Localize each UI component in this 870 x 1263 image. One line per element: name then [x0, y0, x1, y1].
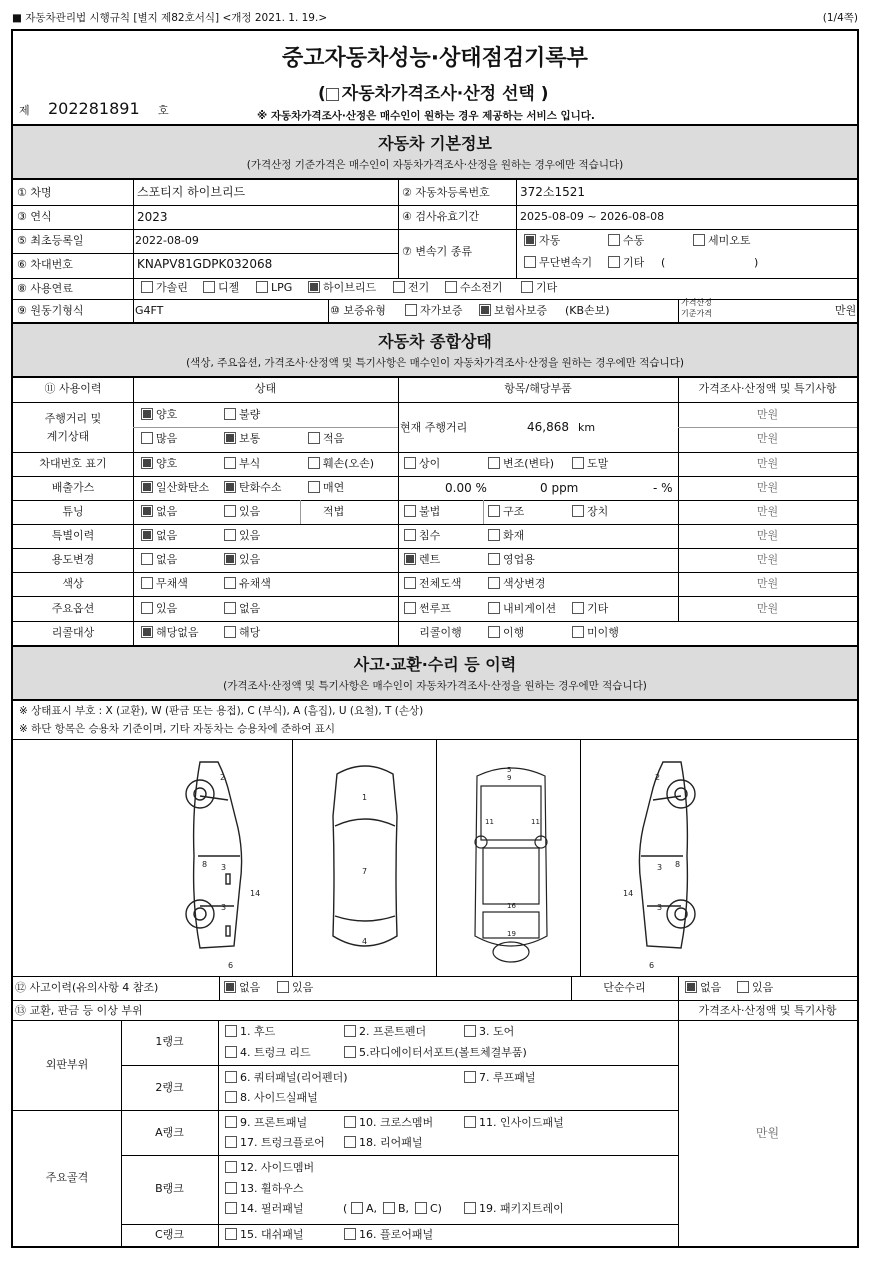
subtitle-open: (: [318, 84, 326, 104]
price-cell-2: 만원: [756, 432, 779, 445]
warranty-label: ⑩ 보증유형: [330, 304, 386, 317]
fuel-diesel[interactable]: 디젤: [203, 281, 239, 295]
page-number: (1/4쪽): [822, 12, 858, 24]
part-12[interactable]: 12. 사이드멤버: [225, 1161, 314, 1175]
warranty-insurance[interactable]: 보험사보증: [479, 304, 547, 318]
part-8[interactable]: 8. 사이드실패널: [225, 1091, 318, 1105]
fuel-label: ⑧ 사용연료: [17, 282, 73, 295]
svg-text:6: 6: [649, 961, 655, 970]
usage-none[interactable]: 없음: [141, 553, 177, 567]
option-navi[interactable]: 내비게이션: [488, 602, 556, 616]
simple-none[interactable]: 없음: [685, 981, 721, 995]
accident-none[interactable]: 없음: [224, 981, 260, 995]
svg-text:11: 11: [531, 818, 540, 826]
svg-text:3: 3: [221, 903, 227, 912]
part-16[interactable]: 16. 플로어패널: [344, 1228, 433, 1242]
trans-paren-close: ): [754, 256, 759, 269]
h-history: ⑪ 사용이력: [44, 382, 102, 395]
legend-line-1: ※ 상태표시 부호 : X (교환), W (판금 또는 용접), C (부식), A (흠집), U (요철), T (손상): [19, 705, 424, 717]
svg-text:3: 3: [221, 863, 227, 872]
plate-mod[interactable]: 변조(변타): [488, 457, 554, 471]
top-view-car-diagram: [323, 756, 407, 956]
tuning-illegal[interactable]: 불법: [404, 505, 440, 519]
mileage-label-2: 계기상태: [46, 430, 90, 443]
usage-exist[interactable]: 있음: [224, 553, 260, 567]
mileage-unit: km: [578, 421, 596, 434]
emission-hc-value: 0 ppm: [540, 481, 579, 495]
outer-label: 외판부위: [45, 1058, 89, 1071]
tuning-structure[interactable]: 구조: [488, 505, 524, 519]
fuel-etc[interactable]: 기타: [521, 281, 557, 295]
special-none[interactable]: 없음: [141, 529, 177, 543]
part-11[interactable]: 11. 인사이드패널: [464, 1116, 564, 1130]
subtitle-close: ): [540, 84, 549, 104]
part-7[interactable]: 7. 루프패널: [464, 1071, 536, 1085]
color-label: 색상: [62, 577, 84, 590]
recall-not[interactable]: 미이행: [572, 626, 619, 640]
plate-diff[interactable]: 상이: [404, 457, 440, 471]
svg-text:2: 2: [655, 773, 661, 782]
form-frame: [11, 29, 859, 1248]
valid-value: 2025-08-09 ~ 2026-08-08: [520, 210, 665, 223]
reg-label: ② 자동차등록번호: [402, 186, 490, 199]
part-2[interactable]: 2. 프론트펜더: [344, 1025, 426, 1039]
price-cell-8: 만원: [756, 577, 779, 590]
part-6[interactable]: 6. 쿼터패널(리어펜더): [225, 1071, 348, 1085]
rankA-label: A랭크: [155, 1126, 184, 1139]
recall-done-label: 리콜이행: [419, 626, 462, 639]
option-label: 주요옵션: [51, 602, 95, 615]
part-5[interactable]: 5.라디에이터서포트(볼트체결부품): [344, 1046, 527, 1060]
warranty-self[interactable]: 자가보증: [405, 304, 463, 318]
part-15[interactable]: 15. 대쉬패널: [225, 1228, 304, 1242]
plate-damage[interactable]: 훼손(오손): [308, 457, 374, 471]
reg-number: 372소1521: [520, 185, 586, 199]
price-base-label-1: 가격산정: [681, 298, 712, 307]
simple-exist[interactable]: 있음: [737, 981, 773, 995]
frame-label: 주요골격: [45, 1171, 89, 1184]
pillar-b[interactable]: B,: [383, 1202, 409, 1216]
plate-rust[interactable]: 부식: [224, 457, 260, 471]
option-sunroof[interactable]: 썬루프: [404, 602, 451, 616]
price-base-unit: 만원: [835, 304, 857, 317]
vin-value: KNAPV81GDPK032068: [137, 257, 273, 271]
recall-yes[interactable]: 해당: [224, 626, 260, 640]
serial-number: 202281891: [48, 99, 140, 118]
trans-cvt[interactable]: 무단변속기: [524, 256, 592, 270]
trans-label: ⑦ 변속기 종류: [402, 245, 472, 258]
svg-text:5: 5: [507, 766, 512, 774]
recall-na[interactable]: 해당없음: [141, 626, 199, 640]
part-4[interactable]: 4. 트렁크 리드: [225, 1046, 311, 1060]
svg-text:6: 6: [228, 961, 234, 970]
engine-label: ⑨ 원동기형식: [17, 304, 84, 317]
svg-text:3: 3: [657, 863, 663, 872]
price-cell-3: 만원: [756, 457, 779, 470]
svg-text:8: 8: [202, 860, 208, 869]
fuel-gasoline[interactable]: 가솔린: [141, 281, 188, 295]
valid-label: ④ 검사유효기간: [402, 210, 480, 223]
part-18[interactable]: 18. 리어패널: [344, 1136, 423, 1150]
plate-label: 차대번호 표기: [39, 457, 107, 470]
color-achromatic[interactable]: 무채색: [141, 577, 188, 591]
h-item: 항목/해당부품: [504, 382, 572, 395]
svg-text:14: 14: [623, 889, 634, 898]
trans-semi[interactable]: 세미오토: [693, 234, 751, 248]
emission-co-value: 0.00 %: [445, 481, 487, 495]
cur-mileage-label: 현재 주행거리: [400, 421, 468, 434]
emission-label: 배출가스: [51, 481, 95, 494]
basic-title: 자동차 기본정보: [378, 134, 492, 153]
usage-business[interactable]: 영업용: [488, 553, 535, 567]
subtitle-note: ※ 자동차가격조사·산정은 매수인이 원하는 경우 제공하는 서비스 입니다.: [257, 110, 595, 122]
form-title: 중고자동차성능·상태점검기록부: [282, 46, 588, 71]
part-14[interactable]: 14. 필러패널: [225, 1202, 304, 1216]
h-price: 가격조사·산정액 및 특기사항: [698, 382, 837, 395]
trans-paren-open: (: [661, 256, 666, 269]
price-cell-5: 만원: [756, 505, 779, 518]
subtitle-text: 자동차가격조사·산정 선택: [341, 84, 535, 104]
special-flood[interactable]: 침수: [404, 529, 440, 543]
svg-text:2: 2: [220, 773, 226, 782]
subtitle: [318, 83, 549, 105]
overall-note: (색상, 주요옵션, 가격조사·산정액 및 특기사항은 매수인이 자동차가격조사·산정을 원하는 경우에만 적습니다): [186, 357, 684, 369]
price-cell-7: 만원: [756, 553, 779, 566]
mileage-value: 46,868: [527, 420, 569, 434]
overall-title: 자동차 종합상태: [378, 332, 492, 351]
color-chromatic[interactable]: 유채색: [224, 577, 271, 591]
plate-stolen[interactable]: 도말: [572, 457, 608, 471]
year-value: 2023: [137, 210, 168, 224]
first-reg-value: 2022-08-09: [135, 234, 199, 247]
price-cell-6: 만원: [756, 529, 779, 542]
trans-manual[interactable]: 수동: [608, 234, 644, 248]
pillar-paren: (: [343, 1202, 348, 1215]
emission-co[interactable]: 일산화탄소: [141, 481, 209, 495]
name-label: ① 차명: [17, 186, 52, 199]
rankC-label: C랭크: [155, 1228, 184, 1241]
fuel-electric[interactable]: 전기: [393, 281, 429, 295]
basic-note: (가격산정 기준가격은 매수인이 자동차가격조사·산정을 원하는 경우에만 적습니다): [246, 159, 624, 171]
price-cell-9: 만원: [756, 602, 779, 615]
special-exist[interactable]: 있음: [224, 529, 260, 543]
plate-good[interactable]: 양호: [141, 457, 177, 471]
mileage-normal[interactable]: 보통: [224, 432, 260, 446]
rankB-label: B랭크: [155, 1182, 184, 1195]
tuning-label: 튜닝: [62, 505, 84, 518]
svg-text:8: 8: [675, 860, 681, 869]
top-line: [12, 10, 858, 26]
emission-smoke-value: - %: [653, 481, 673, 495]
emission-smoke[interactable]: 매연: [308, 481, 344, 495]
warranty-kb: (KB손보): [565, 304, 610, 317]
left-side-car-diagram: [178, 756, 278, 970]
trans-etc[interactable]: 기타: [608, 256, 644, 270]
accident-note: (가격조사·산정액 및 특기사항은 매수인이 자동차가격조사·산정을 원하는 경우에만 적습니다): [223, 680, 647, 692]
car-name: 스포티지 하이브리드: [137, 185, 246, 199]
mileage-label-1: 주행거리 및: [44, 412, 102, 425]
option-none[interactable]: 없음: [224, 602, 260, 616]
tuning-none[interactable]: 없음: [141, 505, 177, 519]
emission-hc[interactable]: 탄화수소: [224, 481, 282, 495]
accident-exist[interactable]: 있음: [277, 981, 313, 995]
rank2-label: 2랭크: [155, 1081, 184, 1094]
gauge-good[interactable]: 양호: [141, 408, 177, 422]
price-base-label-2: 기준가격: [681, 309, 712, 318]
recall-done[interactable]: 이행: [488, 626, 524, 640]
svg-text:3: 3: [657, 903, 663, 912]
gauge-bad[interactable]: 불량: [224, 408, 260, 422]
option-etc[interactable]: 기타: [572, 602, 608, 616]
h-state: 상태: [254, 382, 277, 395]
year-label: ③ 연식: [17, 210, 52, 223]
svg-text:1: 1: [362, 793, 368, 802]
usage-label: 용도변경: [51, 553, 95, 566]
no-label: 제: [19, 104, 30, 117]
mileage-few[interactable]: 적음: [308, 432, 344, 446]
part-17[interactable]: 17. 트렁크플로어: [225, 1136, 325, 1150]
accident-history-label: ⑫ 사고이력(유의사항 4 참조): [15, 981, 159, 994]
parts-price-label: 가격조사·산정액 및 특기사항: [698, 1004, 837, 1017]
right-side-car-diagram: [603, 756, 703, 970]
svg-text:16: 16: [507, 902, 516, 910]
part-3[interactable]: 3. 도어: [464, 1025, 514, 1039]
part-1[interactable]: 1. 후드: [225, 1025, 275, 1039]
svg-text:4: 4: [362, 937, 368, 946]
pillar-a[interactable]: A,: [351, 1202, 377, 1216]
regulation-text: ■ 자동차관리법 시행규칙 [별지 제82호서식] <개정 2021. 1. 19.>: [12, 12, 328, 24]
svg-text:9: 9: [507, 774, 512, 782]
rank1-label: 1랭크: [155, 1035, 184, 1048]
part-19[interactable]: 19. 패키지트레이: [464, 1202, 564, 1216]
part-9[interactable]: 9. 프론트패널: [225, 1116, 307, 1130]
usage-rent[interactable]: 렌트: [404, 553, 440, 567]
tuning-legal: 적법: [323, 505, 345, 518]
special-label: 특별이력: [51, 529, 95, 542]
option-exist[interactable]: 있음: [141, 602, 177, 616]
underbody-car-diagram: [471, 756, 551, 956]
color-fullpaint[interactable]: 전체도색: [404, 577, 462, 591]
recall-label: 리콜대상: [51, 626, 95, 639]
vin-label: ⑥ 차대번호: [17, 258, 73, 271]
simple-repair-label: 단순수리: [603, 981, 646, 994]
tuning-device[interactable]: 장치: [572, 505, 608, 519]
mileage-many[interactable]: 많음: [141, 432, 177, 446]
svg-text:11: 11: [485, 818, 494, 826]
tuning-exist[interactable]: 있음: [224, 505, 260, 519]
part-13[interactable]: 13. 휠하우스: [225, 1182, 304, 1196]
svg-text:19: 19: [507, 930, 516, 938]
trans-auto[interactable]: 자동: [524, 234, 560, 248]
svg-text:14: 14: [250, 889, 261, 898]
ho-label: 호: [158, 104, 169, 117]
pillar-c[interactable]: C): [415, 1202, 442, 1216]
price-survey-checkbox[interactable]: [326, 88, 339, 101]
svg-text:7: 7: [362, 867, 368, 876]
color-change[interactable]: 색상변경: [488, 577, 546, 591]
fuel-hydrogen[interactable]: 수소전기: [445, 281, 503, 295]
accident-title: 사고·교환·수리 등 이력: [353, 655, 517, 674]
engine-value: G4FT: [135, 304, 164, 317]
parts-label: ⑬ 교환, 판금 등 이상 부위: [15, 1004, 143, 1017]
legend-line-2: ※ 하단 항목은 승용차 기준이며, 기타 자동차는 승용차에 준하여 표시: [19, 723, 336, 735]
price-cell-1: 만원: [756, 408, 779, 421]
price-cell-4: 만원: [756, 481, 779, 494]
part-10[interactable]: 10. 크로스멤버: [344, 1116, 433, 1130]
fuel-lpg[interactable]: LPG: [256, 281, 292, 295]
fuel-hybrid[interactable]: 하이브리드: [308, 281, 376, 295]
first-reg-label: ⑤ 최초등록일: [17, 234, 84, 247]
parts-price-unit: 만원: [755, 1126, 780, 1140]
special-fire[interactable]: 화재: [488, 529, 524, 543]
